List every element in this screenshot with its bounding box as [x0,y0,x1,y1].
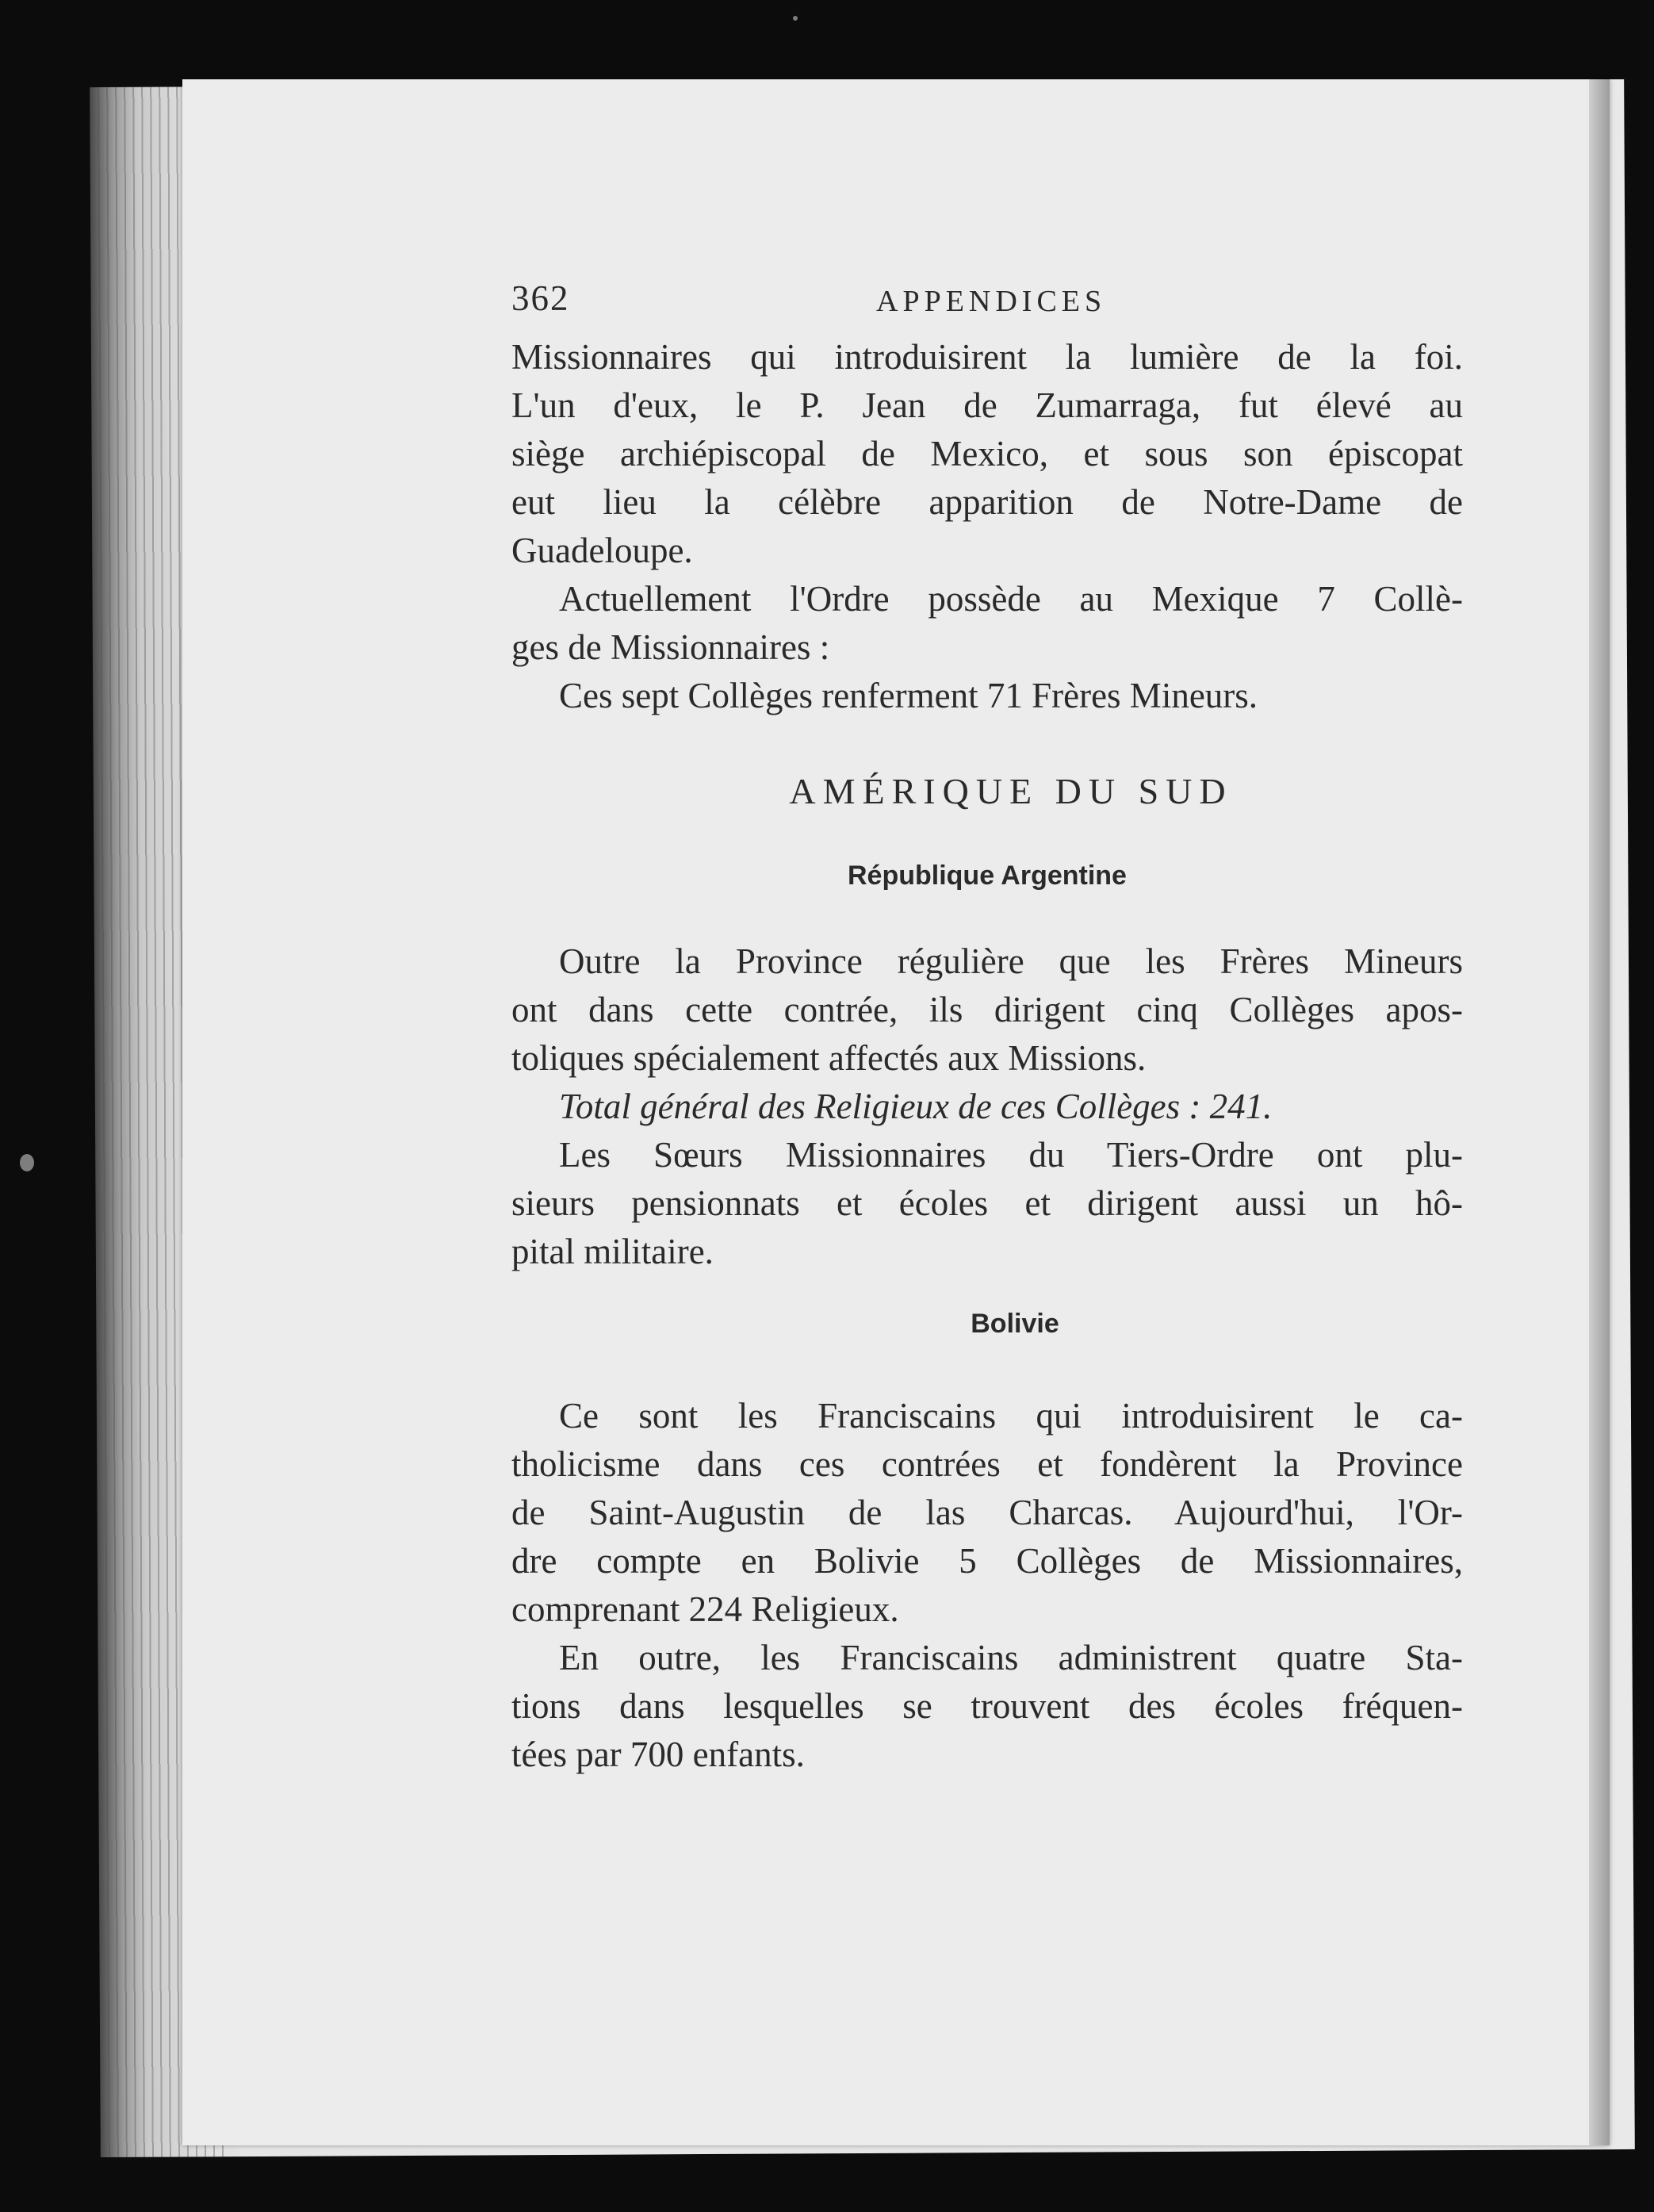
argentina-heading: République Argentine [848,861,1127,891]
text-line: Missionnaires qui introduisirent la lumière de la foi. [511,337,1463,377]
page-header [511,278,1463,333]
text-line: sieurs pensionnats et écoles et dirigent aussi un hô- [511,1183,1463,1223]
argentina-sisters-paragraph [511,1131,1463,1276]
text-line: Ce sont les Franciscains qui introduisirent le ca- [559,1396,1463,1436]
page-gutter-shadow [1589,79,1610,2145]
text-line: de Saint-Augustin de las Charcas. Aujourd'hui, l'Or- [511,1493,1463,1532]
argentina-total-line: Total général des Religieux de ces Collèges : 241. [559,1087,1273,1126]
page-number: 362 [511,278,570,318]
running-head: APPENDICES [876,285,1107,318]
text-line: tées par 700 enfants. [511,1735,805,1774]
text-line: En outre, les Franciscains administrent quatre Sta- [559,1638,1463,1677]
argentina-paragraph [511,937,1463,1083]
page-text [511,278,1463,1779]
mexico-total-line: Ces sept Collèges renferment 71 Frères Mineurs. [559,676,1258,715]
bolivia-stations-paragraph [511,1634,1463,1779]
bolivia-heading: Bolivie [971,1309,1059,1339]
scan-speck [20,1154,34,1171]
scan-speck [793,16,798,21]
mexico-paragraph [511,333,1463,575]
section-title: AMÉRIQUE DU SUD [789,771,1233,811]
text-line: toliques spécialement affectés aux Missions. [511,1038,1147,1078]
text-line: pital militaire. [511,1232,714,1271]
text-line: comprenant 224 Religieux. [511,1589,899,1629]
text-line: Actuellement l'Ordre possède au Mexique 7 Collè- [559,579,1463,619]
text-line: siège archiépiscopal de Mexico, et sous son épiscopat [511,434,1463,473]
text-line: Les Sœurs Missionnaires du Tiers-Ordre ont plu- [559,1135,1463,1175]
text-line: tions dans lesquelles se trouvent des écoles fréquen- [511,1686,1463,1726]
text-line: ont dans cette contrée, ils dirigent cinq Collèges apos- [511,990,1463,1029]
text-line: dre compte en Bolivie 5 Collèges de Missionnaires, [511,1541,1463,1581]
text-line: eut lieu la célèbre apparition de Notre-Dame de [511,482,1463,522]
text-line: Guadeloupe. [511,531,693,570]
text-line: L'un d'eux, le P. Jean de Zumarraga, fut élevé au [511,385,1463,425]
bolivia-paragraph [511,1392,1463,1634]
mexico-colleges-paragraph [511,575,1463,672]
text-line: Outre la Province régulière que les Frères Mineurs [559,941,1463,981]
text-line: ges de Missionnaires : [511,627,830,667]
text-line: tholicisme dans ces contrées et fondèrent la Province [511,1444,1463,1484]
